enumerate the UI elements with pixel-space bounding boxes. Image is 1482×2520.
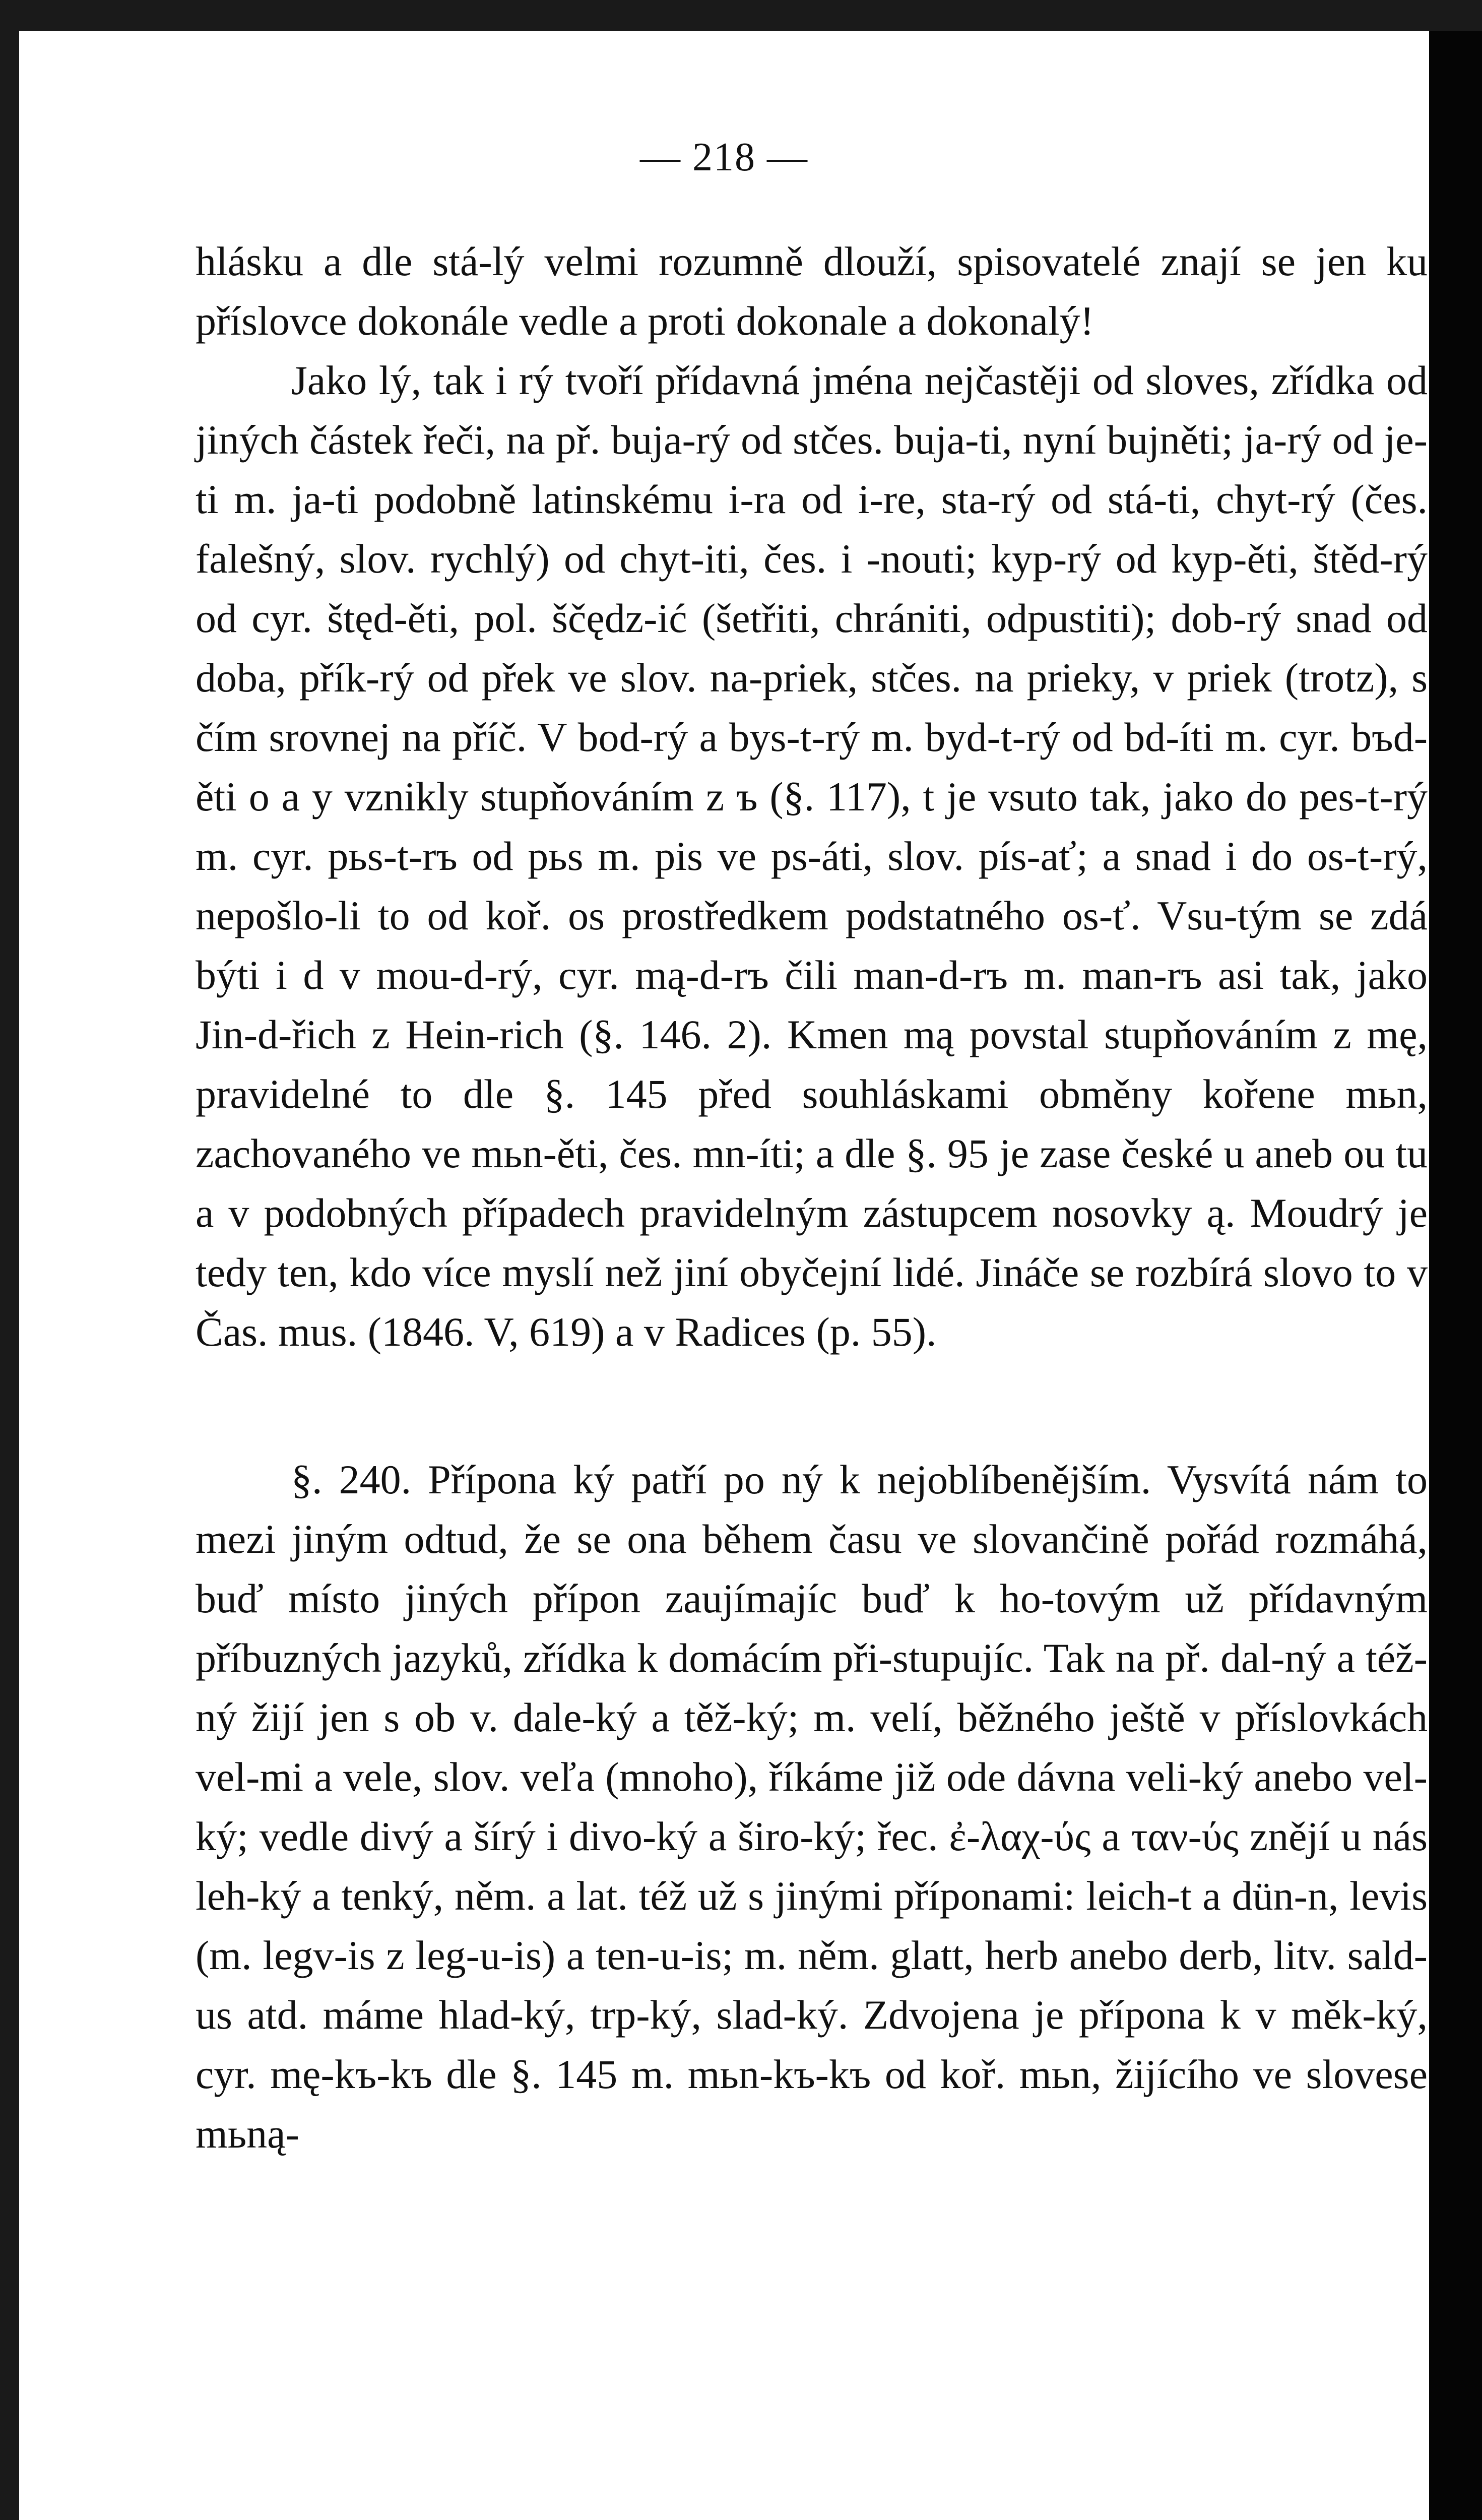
- book-page: [19, 31, 1429, 2520]
- scan-border-top: [0, 0, 1482, 31]
- paragraph-continuation: hlásku a dle stá-lý velmi rozumně dlouží, spisovatelé znají se jen ku příslovce dokonále vedle a proti dokonale a dokonalý!: [196, 238, 1428, 344]
- page-number: — 218 —: [640, 135, 808, 179]
- scan-border-left: [0, 0, 19, 2520]
- paragraph-section-240: §. 240. Přípona ký patří po ný k nejoblíbenějším. Vysvítá nám to mezi jiným odtud, že se ona během času ve slovančině pořád rozmáhá, buď místo jiných přípon zaujímajíc buď k ho-tovým už přídavným příbuzných jazyků, zřídka k domácím při-stupujíc. Tak na př. dal-ný a též-ný žijí jen s ob v. dale-ký a těž-ký; m. velí, běžného ještě v příslovkách vel-mi a vele, slov. veľa (mnoho), říkáme již ode dávna veli-ký anebo vel-ký; vedle divý a šírý i divo-ký a širo-ký; řec. ἐ-λαχ-ύς a ταν-ύς znějí u nás leh-ký a tenký, něm. a lat. též už s jinými příponami: leich-t a dün-n, levis (m. legv-is z leg-u-is) a ten-u-is; m. něm. glatt, herb anebo derb, litv. sald-us atd. máme hlad-ký, trp-ký, slad-ký. Zdvojena je přípona k v měk-ký, cyr. mę-kъ-kъ dle §. 145 m. mьn-kъ-kъ od koř. mьn, žijícího ve slovese mьną-: [196, 1457, 1428, 2157]
- page-body: [196, 232, 1428, 2164]
- paragraph-ly-ry-suffixes: Jako lý, tak i rý tvoří přídavná jména nejčastěji od sloves, zřídka od jiných částek řeči, na př. buja-rý od stčes. buja-ti, nyní bujněti; ja-rý od je-ti m. ja-ti podobně latinskému i-ra od i-re, sta-rý od stá-ti, chyt-rý (čes. falešný, slov. rychlý) od chyt-iti, čes. i -nouti; kyp-rý od kyp-ěti, štěd-rý od cyr. štęd-ěti, pol. ščędz-ić (šetřiti, chrániti, odpustiti); dob-rý snad od doba, přík-rý od přek ve slov. na-priek, stčes. na prieky, v priek (trotz), s čím srovnej na příč. V bod-rý a bys-t-rý m. byd-t-rý od bd-íti m. cyr. bъd-ěti o a y vznikly stupňováním z ъ (§. 117), t je vsuto tak, jako do pes-t-rý m. cyr. pьs-t-rъ od pьs m. pis ve ps-áti, slov. pís-ať; a snad i do os-t-rý, nepošlo-li to od koř. os prostředkem podstatného os-ť. Vsu-tým se zdá býti i d v mou-d-rý, cyr. mą-d-rъ čili man-d-rъ m. man-rъ asi tak, jako Jin-d-řich z Hein-rich (§. 146. 2). Kmen mą povstal stupňováním z mę, pravidelné to dle §. 145 před souhláskami obměny kořene mьn, zachovaného ve mьn-ěti, čes. mn-íti; a dle §. 95 je zase české u aneb ou tu a v podobných případech pravidelným zástupcem nosovky ą. Moudrý je tedy ten, kdo více myslí než jiní obyčejní lidé. Jináče se rozbírá slovo to v Čas. mus. (1846. V, 619) a v Radices (p. 55).: [196, 357, 1428, 1355]
